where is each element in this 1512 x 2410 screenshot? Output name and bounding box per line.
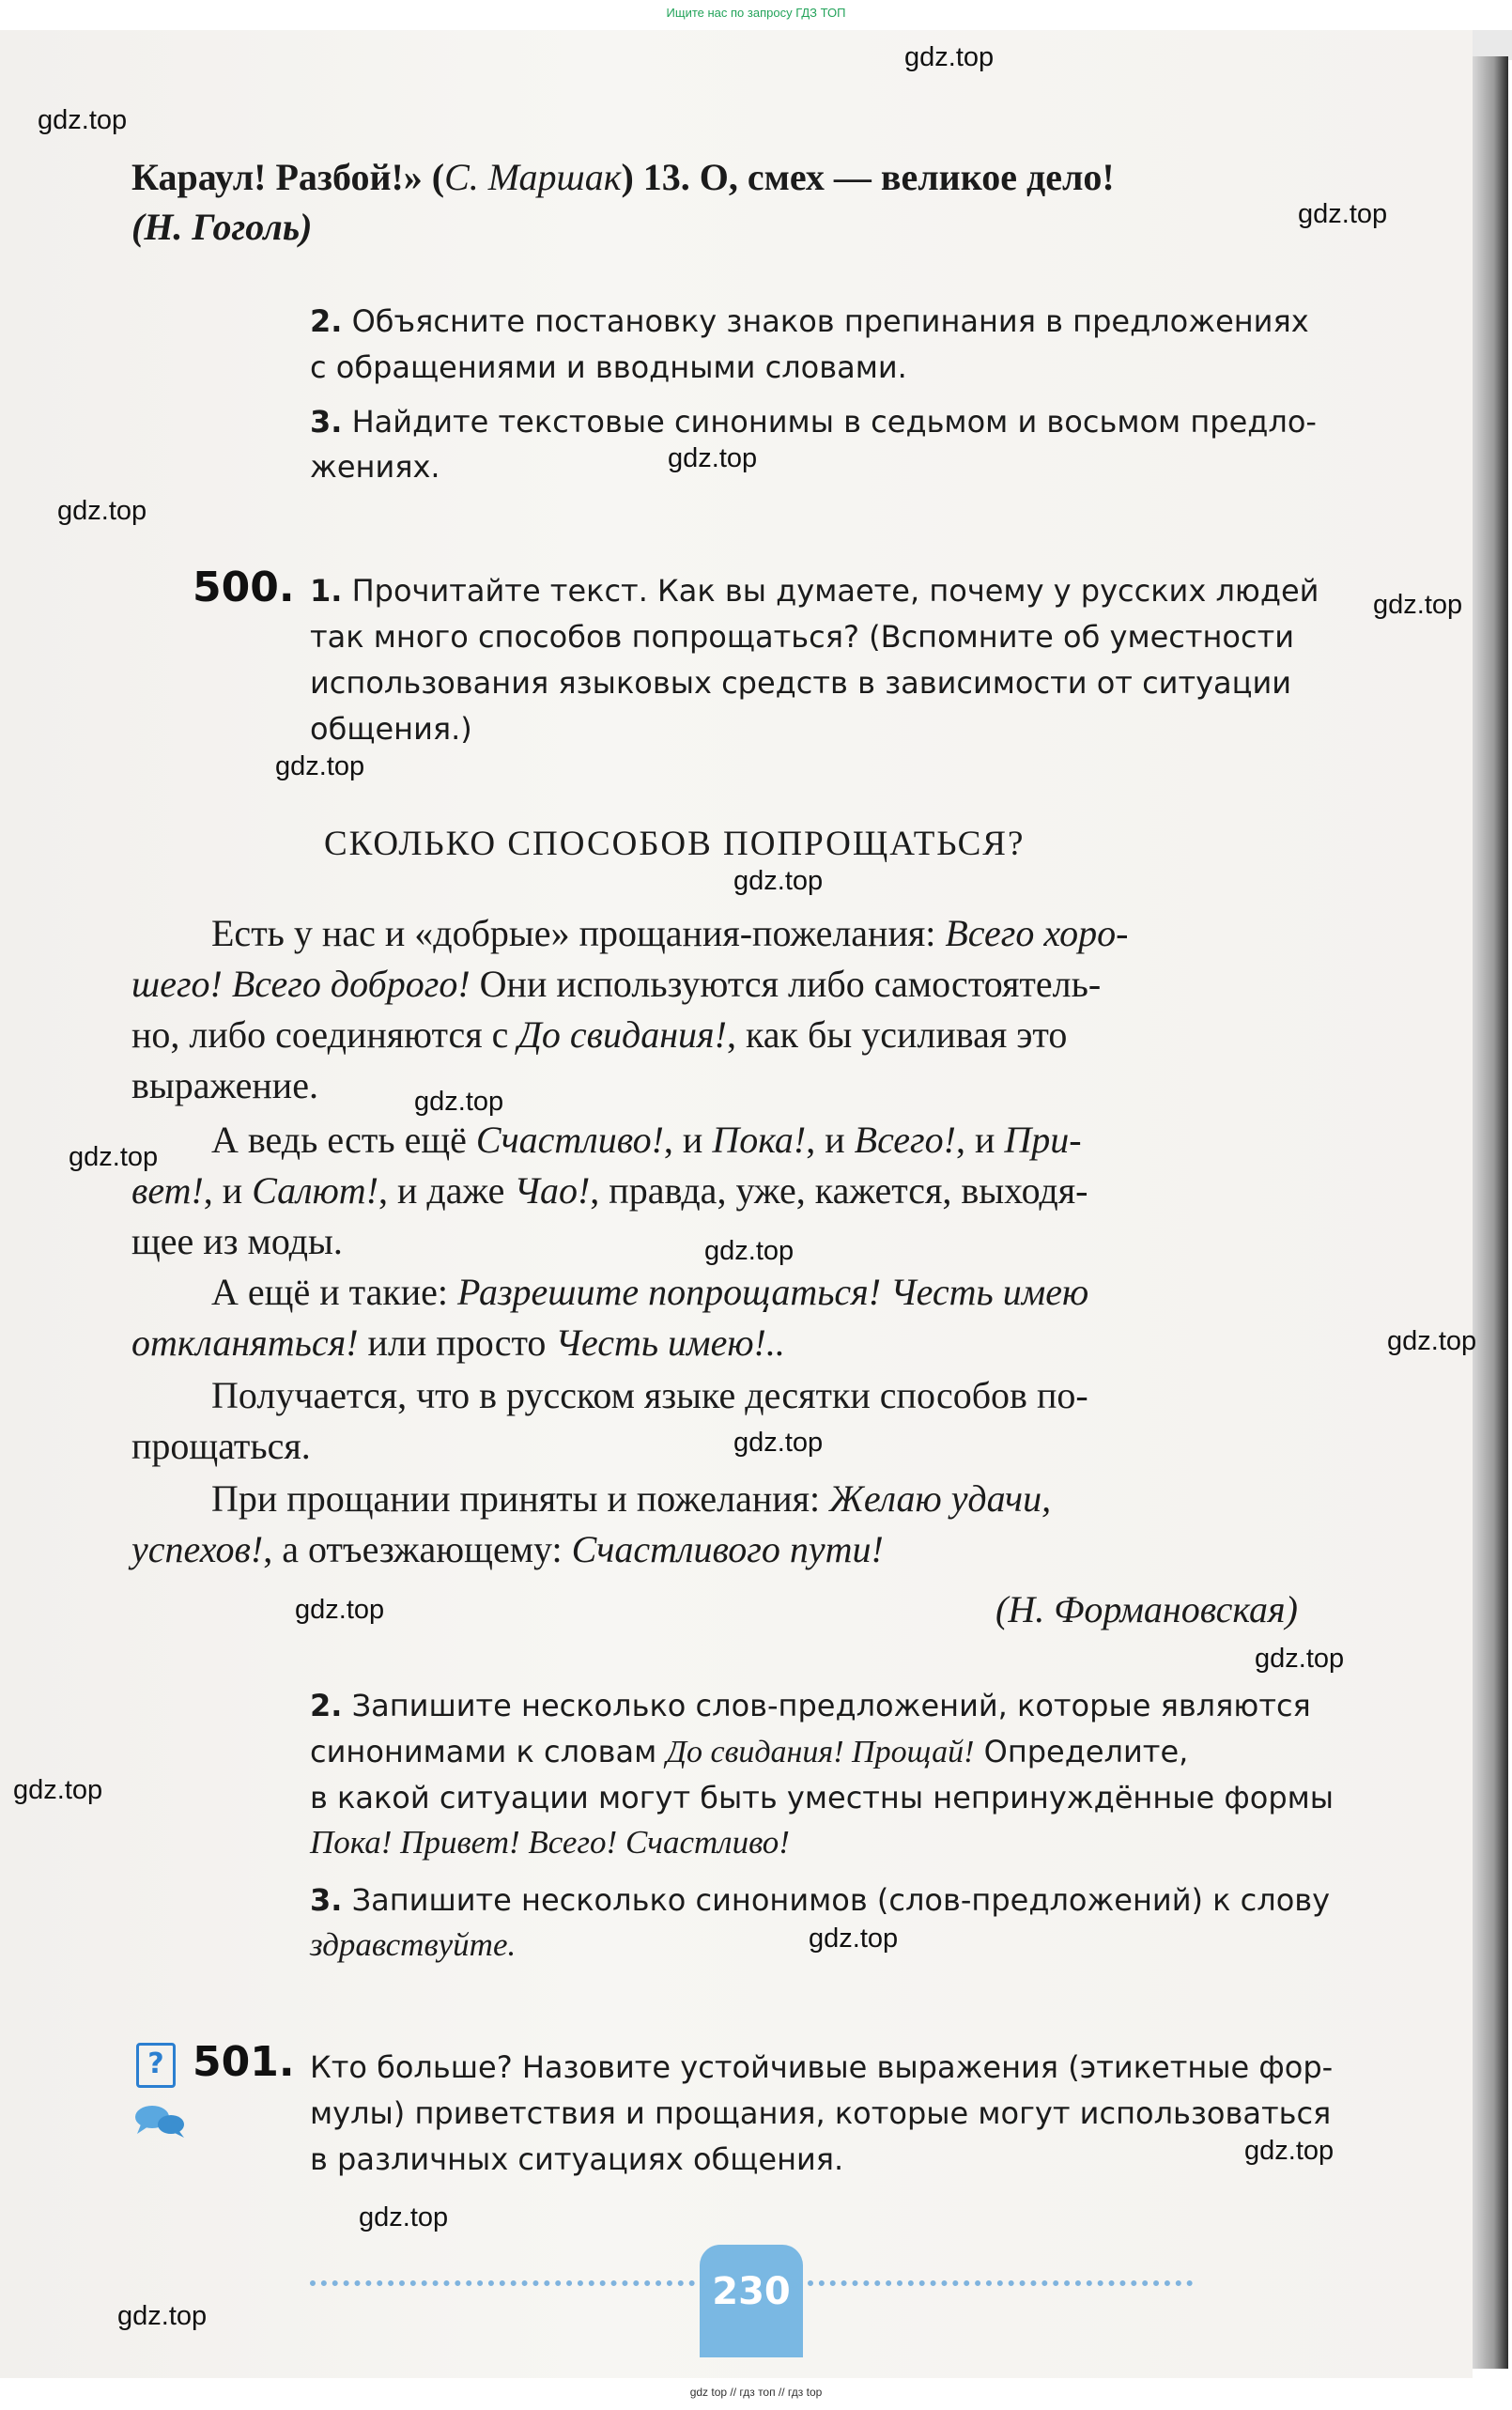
p2-l1-c: , и	[663, 1119, 713, 1161]
watermark: gdz.top	[1255, 1644, 1345, 1674]
intro-line-2	[131, 205, 312, 249]
p2-l1-e: , и	[806, 1119, 855, 1161]
ex500-task-2-text-2b: До свидания! Прощай!	[666, 1735, 975, 1769]
text-title	[324, 824, 1025, 864]
ex500-task-2-line-2	[310, 1734, 1188, 1770]
p2-l1-h: При-	[1004, 1119, 1082, 1161]
p4-l2: прощаться.	[131, 1425, 311, 1467]
watermark: gdz.top	[1387, 1326, 1477, 1356]
intro-text-a: Караул! Разбой!» (	[131, 156, 445, 198]
watermark: gdz.top	[1298, 199, 1388, 229]
p2-l2-e: Чао!	[514, 1169, 591, 1212]
text-author-label: (Н. Формановская)	[995, 1588, 1298, 1630]
p3-l2-b: или просто	[358, 1321, 556, 1364]
task-3-text-1: Найдите текстовые синонимы в седьмом и восьмом предло-	[351, 404, 1317, 440]
ex500-task-3-line-1	[310, 1882, 1330, 1918]
ex500-text-4: общения.)	[310, 711, 472, 747]
intro-author-gogol: (Н. Гоголь)	[131, 206, 313, 248]
ex500-task-2-text-2a: синонимами к словам	[310, 1734, 667, 1769]
p2-l2-c: Салют!	[252, 1169, 379, 1212]
watermark: gdz.top	[275, 751, 365, 781]
task-3-line-2	[310, 449, 440, 485]
p4-line-1	[211, 1373, 1088, 1417]
ex500-task-2-text-2c: Определите,	[974, 1734, 1189, 1769]
watermark: gdz.top	[1373, 590, 1463, 620]
ex500-task-2-text-4: Пока! Привет! Всего! Счастливо!	[310, 1824, 790, 1861]
ex500-text-3: использования языковых средств в зависимости от ситуации	[310, 665, 1292, 701]
watermark: gdz.top	[295, 1595, 385, 1625]
p5-line-1	[211, 1476, 1051, 1521]
top-banner: Ищите нас по запросу ГДЗ ТОП	[666, 6, 846, 20]
p2-line-2	[131, 1168, 1088, 1213]
p1-l1-a: Есть у нас и «добрые» прощания-пожелания:	[211, 912, 946, 954]
watermark: gdz.top	[904, 42, 995, 72]
text-title-label: СКОЛЬКО СПОСОБОВ ПОПРОЩАТЬСЯ?	[324, 825, 1026, 863]
ex501-text-3: в различных ситуациях общения.	[310, 2141, 844, 2177]
task-2-text-2: с обращениями и вводными словами.	[310, 349, 907, 385]
intro-author: С. Маршак	[444, 156, 622, 198]
ex500-task-1-number: 1.	[310, 573, 343, 609]
p4-l1: Получается, что в русском языке десятки способов по-	[211, 1374, 1088, 1416]
intro-line-1	[131, 155, 1369, 199]
p1-line-3	[131, 1012, 1067, 1057]
p1-l1-b: Всего хоро-	[945, 912, 1129, 954]
task-3-text-2: жениях.	[310, 449, 440, 485]
task-2-line-2	[310, 349, 907, 385]
p2-l1-g: , и	[955, 1119, 1005, 1161]
p4-line-2	[131, 1424, 311, 1468]
p5-l2-c: Счастливого пути!	[571, 1528, 884, 1570]
p2-line-3	[131, 1219, 343, 1263]
text-author	[995, 1587, 1298, 1631]
task-2-number: 2.	[310, 303, 343, 339]
task-3-number: 3.	[310, 404, 343, 440]
intro-text-b: ) 13. О, смех — великое дело!	[621, 156, 1115, 198]
p2-l2-f: , правда, уже, кажется, выходя-	[590, 1169, 1088, 1212]
p1-line-4	[131, 1063, 318, 1107]
page-number: 230	[700, 2245, 803, 2357]
chat-bubbles-icon	[131, 2102, 188, 2140]
p5-line-2	[131, 1527, 884, 1571]
p2-l2-b: , и	[203, 1169, 253, 1212]
ex500-task-2-text-3: в какой ситуации могут быть уместны непринуждённые формы	[310, 1780, 1335, 1815]
bottom-banner: gdz top // гдз топ // гдз top	[689, 2386, 823, 2399]
watermark: gdz.top	[69, 1142, 159, 1172]
ex500-task-3-line-2	[310, 1926, 516, 1964]
p2-l3: щее из моды.	[131, 1220, 343, 1262]
p3-l2-c: Честь имею!..	[555, 1321, 785, 1364]
ex500-line-1	[310, 573, 1369, 609]
watermark: gdz.top	[13, 1775, 103, 1805]
p2-l1-d: Пока!	[712, 1119, 807, 1161]
watermark: gdz.top	[704, 1236, 795, 1266]
p1-l3-a: но, либо соединяются с	[131, 1013, 518, 1056]
p5-l2-b: , а отъезжающему:	[263, 1528, 572, 1570]
task-3-line-1	[310, 404, 1369, 440]
ex501-text-1: Кто больше? Назовите устойчивые выражения (этикетные фор-	[310, 2049, 1334, 2085]
p1-l3-b: До свидания!	[517, 1013, 727, 1056]
question-icon: ?	[136, 2043, 176, 2088]
ex500-task-2-line-1	[310, 1688, 1311, 1723]
watermark: gdz.top	[668, 443, 758, 473]
footer-dotted-line-left	[310, 2280, 695, 2292]
exercise-500-number: 500.	[193, 564, 295, 611]
p1-l4: выражение.	[131, 1064, 318, 1106]
p5-l2-a: успехов!	[131, 1528, 264, 1570]
p2-l1-b: Счастливо!	[475, 1119, 664, 1161]
p2-l1-f: Всего!	[854, 1119, 956, 1161]
ex500-task-2-line-4	[310, 1824, 790, 1862]
p3-l1-a: А ещё и такие:	[211, 1271, 458, 1313]
task-2-line-1	[310, 303, 1369, 339]
watermark: gdz.top	[733, 866, 824, 896]
ex500-task-3-text-1: Запишите несколько синонимов (слов-предложений) к слову	[351, 1882, 1331, 1918]
p3-l1-b: Разрешите попрощаться! Честь имею	[457, 1271, 1089, 1313]
watermark: gdz.top	[733, 1428, 824, 1458]
p3-line-2	[131, 1321, 785, 1365]
p1-line-2	[131, 962, 1101, 1006]
ex500-task-3-number: 3.	[310, 1882, 343, 1918]
p2-line-1	[211, 1118, 1082, 1162]
p2-l2-a: вет!	[131, 1169, 204, 1212]
watermark: gdz.top	[359, 2202, 449, 2232]
page-edge-shadow	[1473, 56, 1508, 2369]
ex500-line-4	[310, 711, 472, 747]
p1-l2-b: Они используются либо самостоятель-	[470, 963, 1102, 1005]
ex500-line-3	[310, 665, 1291, 701]
ex500-task-2-number: 2.	[310, 1688, 343, 1723]
p5-l1-b: Желаю удачи,	[829, 1477, 1052, 1520]
p3-l2-a: откланяться!	[131, 1321, 359, 1364]
ex500-text-2: так много способов попрощаться? (Вспомните об уместности	[310, 619, 1295, 655]
task-2-text-1: Объясните постановку знаков препинания в предложениях	[351, 303, 1309, 339]
p2-l1-a: А ведь есть ещё	[211, 1119, 476, 1161]
watermark: gdz.top	[57, 496, 147, 526]
watermark: gdz.top	[1244, 2136, 1335, 2166]
ex501-line-1	[310, 2049, 1333, 2085]
ex501-line-3	[310, 2141, 843, 2177]
p1-line-1	[211, 911, 1128, 955]
ex500-task-3-text-2: здравствуйте.	[310, 1926, 517, 1963]
ex501-text-2: мулы) приветствия и прощания, которые могут использоваться	[310, 2095, 1332, 2131]
ex500-line-2	[310, 619, 1294, 655]
p5-l1-a: При прощании приняты и пожелания:	[211, 1477, 830, 1520]
p1-l3-c: , как бы усиливая это	[726, 1013, 1068, 1056]
ex501-line-2	[310, 2095, 1331, 2131]
p2-l2-d: , и даже	[378, 1169, 515, 1212]
watermark: gdz.top	[38, 105, 128, 135]
watermark: gdz.top	[809, 1923, 899, 1954]
watermark: gdz.top	[117, 2301, 208, 2331]
exercise-501-number: 501.	[193, 2038, 295, 2086]
ex500-text-1: Прочитайте текст. Как вы думаете, почему у русских людей	[351, 573, 1319, 609]
watermark: gdz.top	[414, 1087, 504, 1117]
p1-l2-a: шего! Всего доброго!	[131, 963, 471, 1005]
ex500-task-2-text-1: Запишите несколько слов-предложений, которые являются	[351, 1688, 1311, 1723]
ex500-task-2-line-3	[310, 1780, 1334, 1815]
footer-dotted-line-right	[808, 2280, 1193, 2292]
p3-line-1	[211, 1270, 1088, 1314]
